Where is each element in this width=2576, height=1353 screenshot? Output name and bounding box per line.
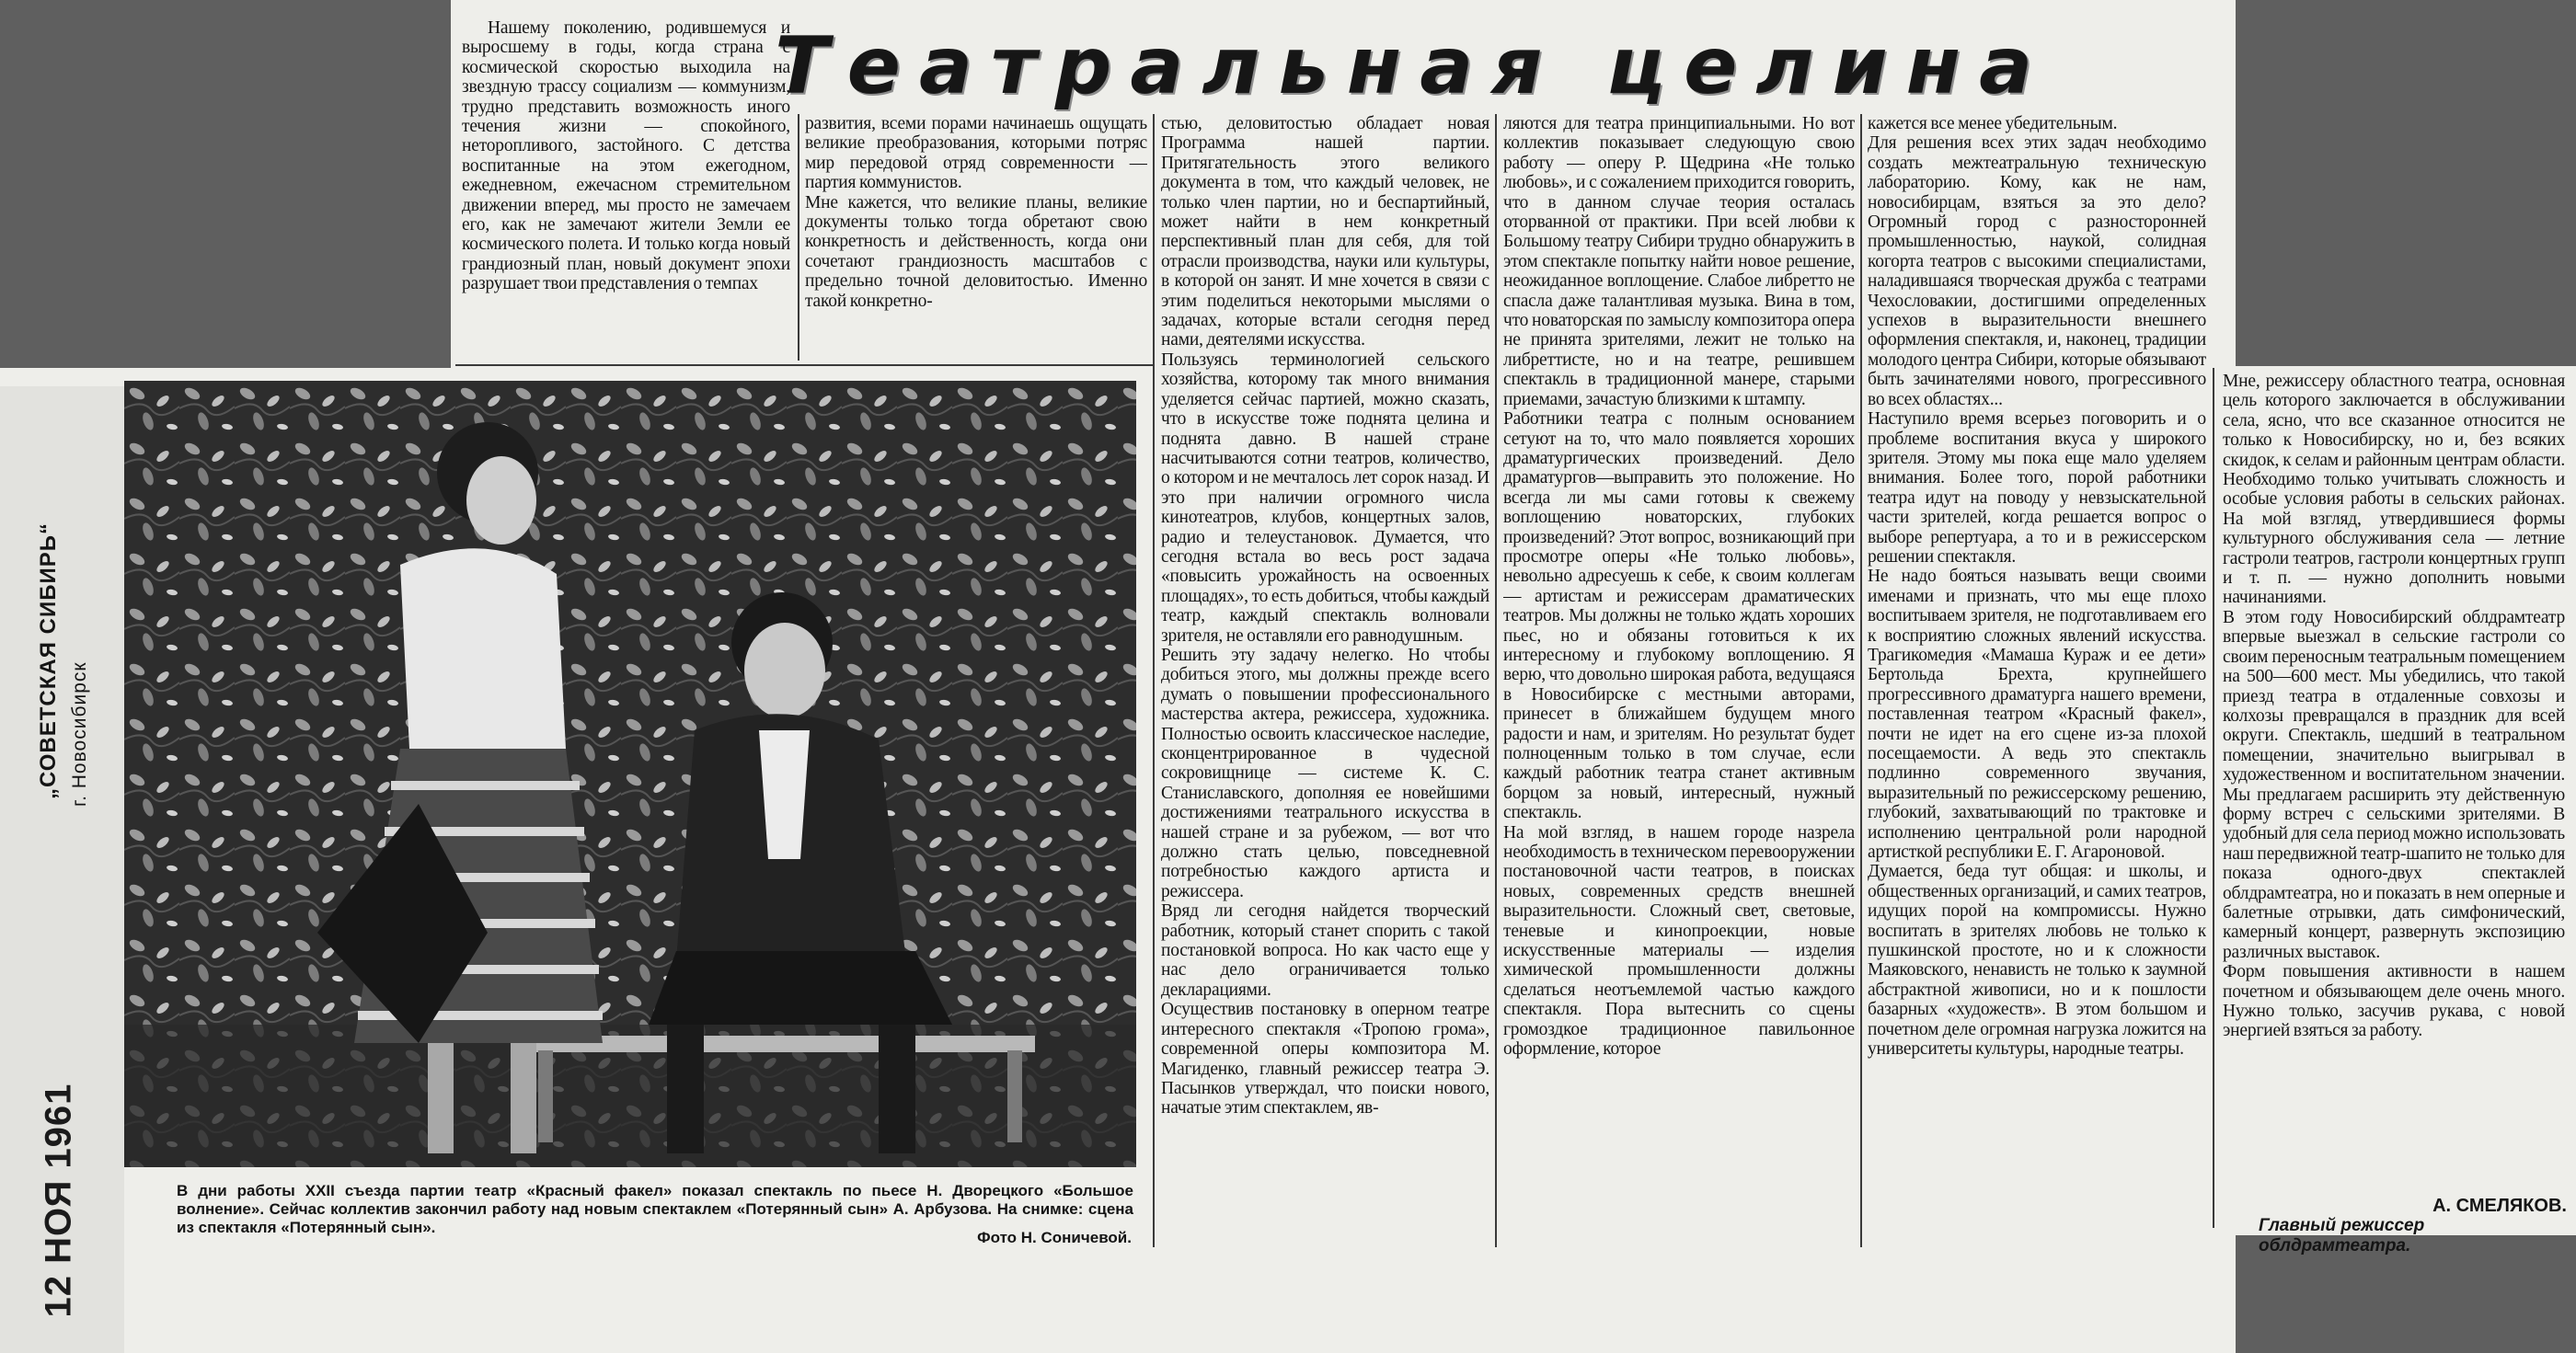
- photo-caption: В дни работы XXII съезда партии театр «Красный факел» показал спектакль по пьесе Н. Дворецкого «Большое волнение». Сейчас коллектив закончил работу над новым спектаклем «Потерянный сын» А. Арбузова. На снимке: сцена из спектакля «Потерянный сын».: [177, 1182, 1133, 1236]
- column-1: Нашему поколению, родившемуся и выросшему в годы, когда страна с космической скоростью выходила на звездную трассу социализм — коммунизм, трудно представить возможность иного течения жизни — спокойного, неторопливого, застойного. С детства воспитанные на этом ежегодном, ежедневном, ежечасном стремительном движении вперед, мы просто не замечаем его, как не замечают жители Земли ее космического полета. И только когда новый грандиозный план, новый документ эпохи разрушает твои представления о темпах: [462, 18, 790, 294]
- headline: Театральная целина: [775, 20, 2052, 112]
- source-label: [17, 522, 90, 1122]
- column-4-text: ляются для театра принципиальными. Но вот коллектив показывает следующую свою работу — оперу Р. Щедрина «Не только любовь», и с сожалением приходится говорить, что в данном случае теория осталась оторванной от практики. При всей любви к Большому театру Сибири трудно обнаружить в этом спектакле попытку найти новое решение, неожиданное воплощение. Слабое либретто не спасла даже талантливая музыка. Вина в том, что новаторская по замыслу композитора опера не принята зрителями, лежит не только на либреттисте, но и на театре, решившем спектакль в традиционной манере, старыми приемами, зачастую близкими к штампу. Работники театра с полным основанием сетуют на то, что мало появляется хороших драматургических произведений. Дело драматургов—выправить это положение. Но всегда ли мы сами готовы к свежему воплощению новаторских, глубоких произведений? Этот вопрос, возникающий при просмотре оперы «Не только любовь», невольно адресуешь к себе, к своим коллегам — артистам и режиссерам драматических театров. Мы должны не только ждать хороших пьес, но и обязаны готовиться к их интересному и глубокому воплощению. Я верю, что довольно широкая работа, ведущаяся в Новосибирске с местными авторами, принесет в ближайшем будущем много радости и нам, и зрителям. Но результат будет полноценным только в том случае, если каждый работник театра станет активным борцом за новый, интересный, нужный спектакль. На мой взгляд, в нашем городе назрела необходимость в техническом перевооружении постановочной части театров, в поисках новых, современных средств внешней выразительности. Сложный свет, световые, теневые и кинопроекции, новые искусственные материалы — изделия химической промышленности должны сделаться неотъемлемой частью каждого спектакля. Пора вытеснить со сцены громоздкое традиционное павильонное оформление, которое: [1503, 114, 1855, 1060]
- column-3-text: стью, деловитостью обладает новая Программа нашей партии. Притягательность этого великого документа в том, что каждый человек, не только член партии, но и беспартийный, может найти в нем конкретный перспективный план для себя, для той отрасли производства, науки или культуры, в которой он занят. И мне хочется в связи с этим поделиться некоторыми мыслями о задачах, которые встали сегодня перед нами, деятелями искусства. Пользуясь терминологией сельского хозяйства, которому так много внимания уделяется сейчас партией, можно сказать, что в искусстве тоже поднята целина и поднята давно. В нашей стране насчитываются сотни театров, количество, о котором и не мечталось лет сорок назад. И это при наличии огромного числа кинотеатров, клубов, концертных залов, радио и телеустановок. Думается, что сегодня встала во весь рост задача «повысить урожайность на освоенных площадях», то есть добиться, чтобы каждый театр, каждый спектакль волновали зрителя, не оставляли его равнодушным. Решить эту задачу нелегко. Но чтобы добиться этого, мы должны прежде всего думать о повышении профессионального мастерства актера, режиссера, художника. Полностью освоить классическое наследие, сконцентрированное в чудесной сокровищнице — системе К. С. Станиславского, дополняя ее новейшими достижениями театрального искусства в нашей стране и за рубежом, — вот что должно стать целью, повседневной потребностью каждого артиста и режиссера. Вряд ли сегодня найдется творческий работник, который станет спорить с такой постановкой вопроса. Но как часто еще у нас дело ограничивается только декларациями. Осуществив постановку в оперном театре интересного спектакля «Тропою грома», современной оперы композитора М. Магиденко, главный режиссер театра Э. Пасынков утверждал, что поиски нового, начатые этим спектаклем, яв-: [1161, 114, 1489, 1118]
- rule-under-lead: [455, 364, 1155, 366]
- rule-c1-c2: [798, 114, 799, 361]
- photo-credit: Фото Н. Соничевой.: [977, 1229, 1132, 1246]
- column-2: [805, 114, 1147, 361]
- rule-c5-c6: [2213, 368, 2214, 1228]
- rule-c3-c4: [1495, 114, 1497, 1247]
- author-title: Главный режиссер облдрамтеатра.: [2259, 1216, 2425, 1256]
- column-5: [1868, 114, 2206, 1245]
- date-stamp: [22, 1083, 86, 1334]
- column-3: [1161, 114, 1489, 1245]
- column-2-text: развития, всеми порами начинаешь ощущать великие преобразования, которыми потряс мир передовой отряд современности — партия коммунистов. Мне кажется, что великие планы, великие документы только тогда обретают свою конкретность и действенность, когда они сочетают грандиозность масштабов с предельно точной деловитостью. Именно такой конкретно-: [805, 114, 1147, 311]
- source-city: г. Новосибирск: [69, 661, 90, 807]
- stage-scene-illustration: [124, 381, 1136, 1167]
- column-5-text: кажется все менее убедительным. Для решения всех этих задач необходимо создать межтеатральную техническую лабораторию. Кому, как не нам, новосибирцам, взяться за это дело? Огромный город с разносторонней промышленностью, наукой, солидная когорта театров с высокими специалистами, наладившаяся творческая дружба с театрами Чехословакии, достигшими определенных успехов в выразительности внешнего оформления спектакля, и, наконец, традиции молодого центра Сибири, которые обязывают быть зачинателями нового, прогрессивного во всех областях... Наступило время всерьез поговорить и о проблеме воспитания вкуса у широкого зрителя. Этому мы пока еще мало уделяем внимания. Более того, порой работники театра идут на поводу у невзыскательной части зрителей, когда решается вопрос о выборе репертуара, а то и в режиссерском решении спектакля. Не надо бояться называть вещи своими именами и признать, что мы еще плохо воспитываем зрителя, не подготавливаем его к восприятию сложных явлений искусства. Трагикомедия «Мамаша Кураж и ее дети» Бертольда Брехта, крупнейшего прогрессивного драматурга нашего времени, поставленная театром «Красный факел», почти не идет на его сцене из-за плохой посещаемости. А ведь это спектакль подлинно современного звучания, выразительный по режиссерскому решению, глубокий, захватывающий по трактовке и исполнению центральной роли народной артисткой республики Е. Г. Агароновой. Думается, беда тут общая: и школы, и общественных организаций, и самих театров, идущих порой на компромиссы. Нужно воспитать в зрителях любовь не только к пушкинской простоте, но и к сложности Маяковского, ненависть не только к заумной абстрактной живописи, но и к пошлости базарных «художеств». В этом большом и почетном деле огромная нагрузка ложится на университеты культуры, народные театры.: [1868, 114, 2206, 1060]
- source-newspaper-name: „СОВЕТСКАЯ СИБИРЬ“: [36, 522, 61, 799]
- author-name: А. СМЕЛЯКОВ.: [2432, 1196, 2567, 1216]
- date-stamp-text: 12 НОЯ 1961: [38, 1083, 79, 1318]
- rule-c2-c3: [1153, 114, 1155, 1247]
- rule-c4-c5: [1860, 114, 1862, 1247]
- column-4: [1503, 114, 1855, 1245]
- stage-photo: [124, 381, 1136, 1167]
- column-6-text: Мне, режиссеру областного театра, основная цель которого заключается в обслуживании села, ясно, что все сказанное относится не только к Новосибирску, но и, без всяких скидок, к селам и районным центрам области. Необходимо только учитывать сложность и особые условия работы в сельских районах. На мой взгляд, утвердившиеся формы культурного обслуживания села — летние гастроли театров, гастроли концертных групп и т. п. — нужно дополнить новыми начинаниями. В этом году Новосибирский облдрамтеатр впервые выезжал в сельские гастроли со своим переносным театральным помещением на 500—600 мест. Мы убедились, что такой приезд театра в отдаленные совхозы и колхозы превращался в праздник для всей округи. Спектакль, шедший в театральном помещении, значительно выигрывал в художественном и воспитательном значении. Мы предлагаем расширить эту действенную форму встреч с сельскими зрителями. В удобный для села период можно использовать наш передвижной театр-шапито не только для показа одного-двух спектаклей облдрамтеатра, но и показать в нем оперные и балетные отрывки, дать симфонический, камерный концерт, развернуть экспозицию различных выставок. Форм повышения активности в нашем почетном и обязывающем деле очень много. Нужно только, засучив рукава, с новой энергией взяться за работу.: [2223, 372, 2565, 1041]
- column-6: [2223, 372, 2565, 1198]
